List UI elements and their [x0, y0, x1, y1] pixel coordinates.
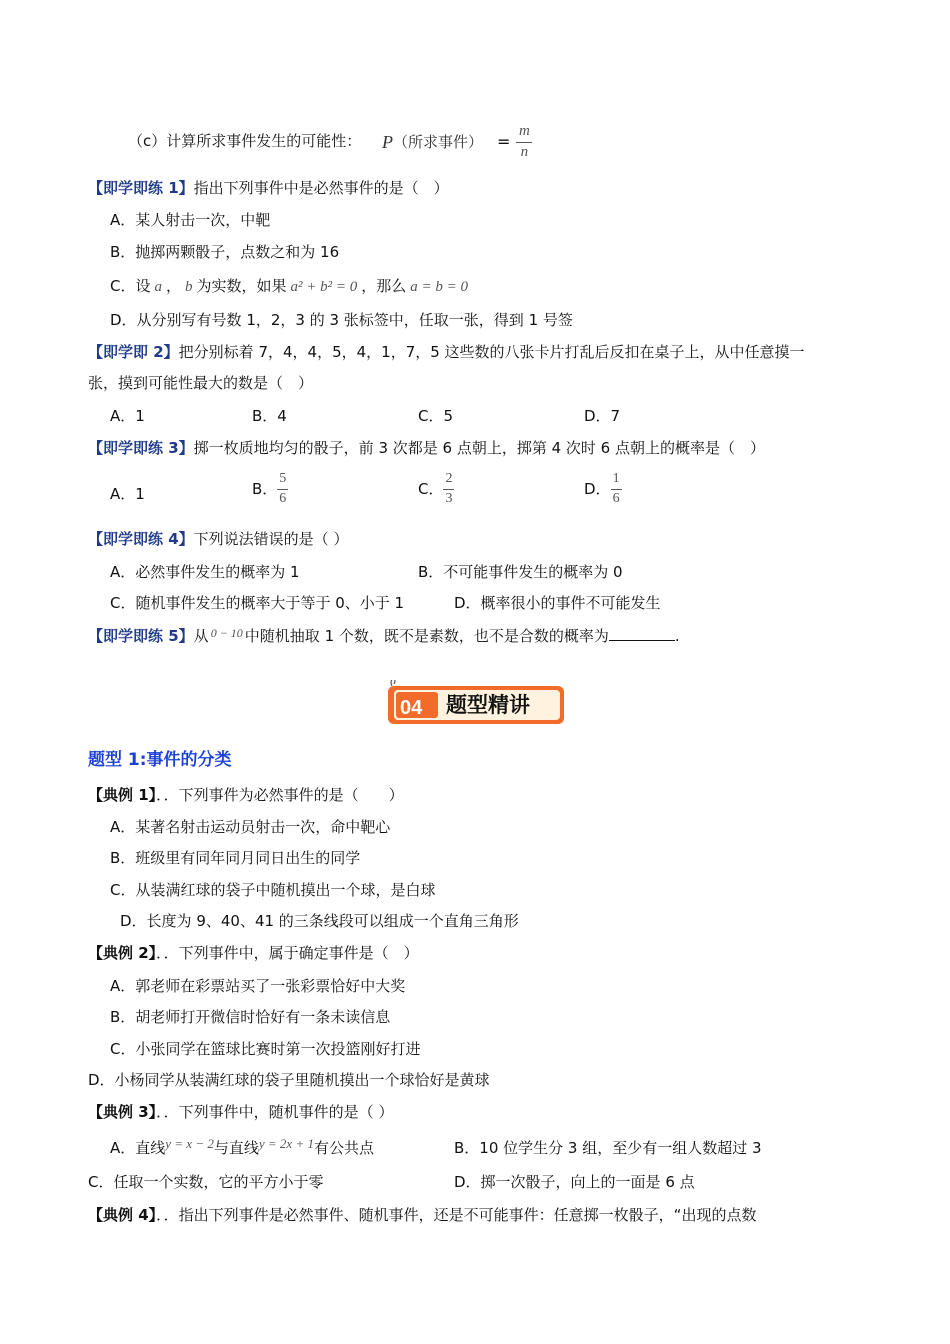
practice-3-option-d: D． $\frac{1}{6}$ [584, 471, 620, 506]
fraction-d: $\frac{1}{6}$ [612, 471, 620, 506]
example-1-option-b: B．班级里有同年同月同日出生的同学 [110, 849, 361, 867]
practice-2-tag: 【即学即 2】 [88, 343, 179, 361]
step-c-text: （c）计算所求事件发生的可能性： [128, 132, 362, 150]
practice-2-option-d: D．7 [584, 407, 621, 425]
example-3-tag: 【典例 3】 [88, 1103, 157, 1121]
badge-number: 04 [400, 697, 423, 719]
practice-3-option-c: C． $\frac{2}{3}$ [418, 471, 453, 506]
section-1-title: 题型 1:事件的分类 [88, 750, 232, 770]
example-2-option-b: B．胡老师打开微信时恰好有一条未读信息 [110, 1008, 391, 1026]
example-3-option-a: A．直线y = x − 2与直线y = 2x + 1有公共点 [110, 1136, 374, 1157]
example-2-option-d: D．小杨同学从装满红球的袋子里随机摸出一个球恰好是黄球 [88, 1071, 490, 1089]
practice-1-question: 【即学即练 1】指出下列事件中是必然事件的是（ ） [88, 179, 449, 197]
practice-2-question-cont: 张，摸到可能性最大的数是（ ） [88, 374, 314, 392]
practice-1-option-d: D．从分别写有号数 1，2，3 的 3 张标签中，任取一张，得到 1 号签 [110, 311, 573, 329]
probability-formula [382, 124, 532, 161]
example-3-question: 【典例 3】．．下列事件中，随机事件的是（ ） [88, 1103, 394, 1121]
section-badge [386, 680, 566, 726]
practice-4-option-a: A．必然事件发生的概率为 1 [110, 563, 300, 581]
practice-1-option-a: A．某人射击一次，中靶 [110, 211, 271, 229]
formula-fraction [516, 124, 532, 161]
practice-3-question: 【即学即练 3】掷一枚质地均匀的骰子，前 3 次都是 6 点朝上，掷第 4 次时 6 点朝上的概率是（ ） [88, 439, 765, 457]
example-3-option-d: D．掷一次骰子，向上的一面是 6 点 [454, 1173, 695, 1191]
example-1-option-d: D．长度为 9、40、41 的三条线段可以组成一个直角三角形 [120, 912, 519, 930]
practice-4-tag: 【即学即练 4】 [88, 530, 194, 548]
practice-4-option-b: B．不可能事件发生的概率为 0 [418, 563, 623, 581]
formula-den: n [520, 143, 529, 160]
example-1-option-a: A．某著名射击运动员射击一次，命中靶心 [110, 818, 391, 836]
step-c-line [128, 134, 361, 149]
example-4-tag: 【典例 4】 [88, 1206, 157, 1224]
practice-5-tag: 【即学即练 5】 [88, 627, 194, 645]
practice-2-option-b: B．4 [252, 407, 287, 425]
fraction-c: $\frac{2}{3}$ [445, 471, 453, 506]
example-3-option-b: B．10 位学生分 3 组，至少有一组人数超过 3 [454, 1139, 762, 1157]
practice-1-option-b: B．抛掷两颗骰子，点数之和为 16 [110, 243, 340, 261]
practice-2-option-c: C．5 [418, 407, 454, 425]
practice-4-option-c: C．随机事件发生的概率大于等于 0、小于 1 [110, 594, 405, 612]
practice-2-question: 【即学即 2】把分别标着 7，4，4，5，4，1，7，5 这些数的八张卡片打乱后反扣在桌子上，从中任意摸一 [88, 343, 805, 361]
practice-1-option-c: C．设 a ， b 为实数，如果 a² + b² = 0 ，那么 a = b = 0 [110, 277, 469, 295]
practice-5-question: 【即学即练 5】从 $^{0 - 10}$ 中随机抽取 1 个数，既不是素数，也不是合数的概率为 . [88, 626, 680, 645]
formula-p: P [382, 132, 393, 153]
example-2-option-a: A．郭老师在彩票站买了一张彩票恰好中大奖 [110, 977, 406, 995]
example-4-question: 【典例 4】．．指出下列事件是必然事件、随机事件，还是不可能事件：任意掷一枚骰子，“出现的点数 [88, 1206, 757, 1224]
example-3-option-c: C．任取一个实数，它的平方小于零 [88, 1173, 324, 1191]
example-1-tag: 【典例 1】 [88, 786, 157, 804]
practice-4-question: 【即学即练 4】下列说法错误的是（ ） [88, 530, 349, 548]
example-2-option-c: C．小张同学在篮球比赛时第一次投篮刚好打进 [110, 1040, 421, 1058]
practice-3-option-b: B． $\frac{5}{6}$ [252, 471, 287, 506]
badge-title: 题型精讲 [446, 693, 530, 717]
example-2-tag: 【典例 2】 [88, 944, 157, 962]
formula-arg: （所求事件） [393, 132, 484, 151]
example-1-option-c: C．从装满红球的袋子中随机摸出一个球，是白球 [110, 881, 436, 899]
practice-3-option-a: A．1 [110, 485, 145, 503]
practice-3-tag: 【即学即练 3】 [88, 439, 194, 457]
answer-blank [609, 628, 675, 641]
practice-2-option-a: A．1 [110, 407, 145, 425]
fraction-b: $\frac{5}{6}$ [279, 471, 287, 506]
example-1-question: 【典例 1】．．下列事件为必然事件的是（ ） [88, 786, 404, 804]
formula-eq: = [497, 132, 511, 152]
practice-1-tag: 【即学即练 1】 [88, 179, 194, 197]
example-2-question: 【典例 2】．．下列事件中，属于确定事件是（ ） [88, 944, 419, 962]
practice-4-option-d: D．概率很小的事件不可能发生 [454, 594, 661, 612]
formula-num: m [519, 123, 530, 139]
